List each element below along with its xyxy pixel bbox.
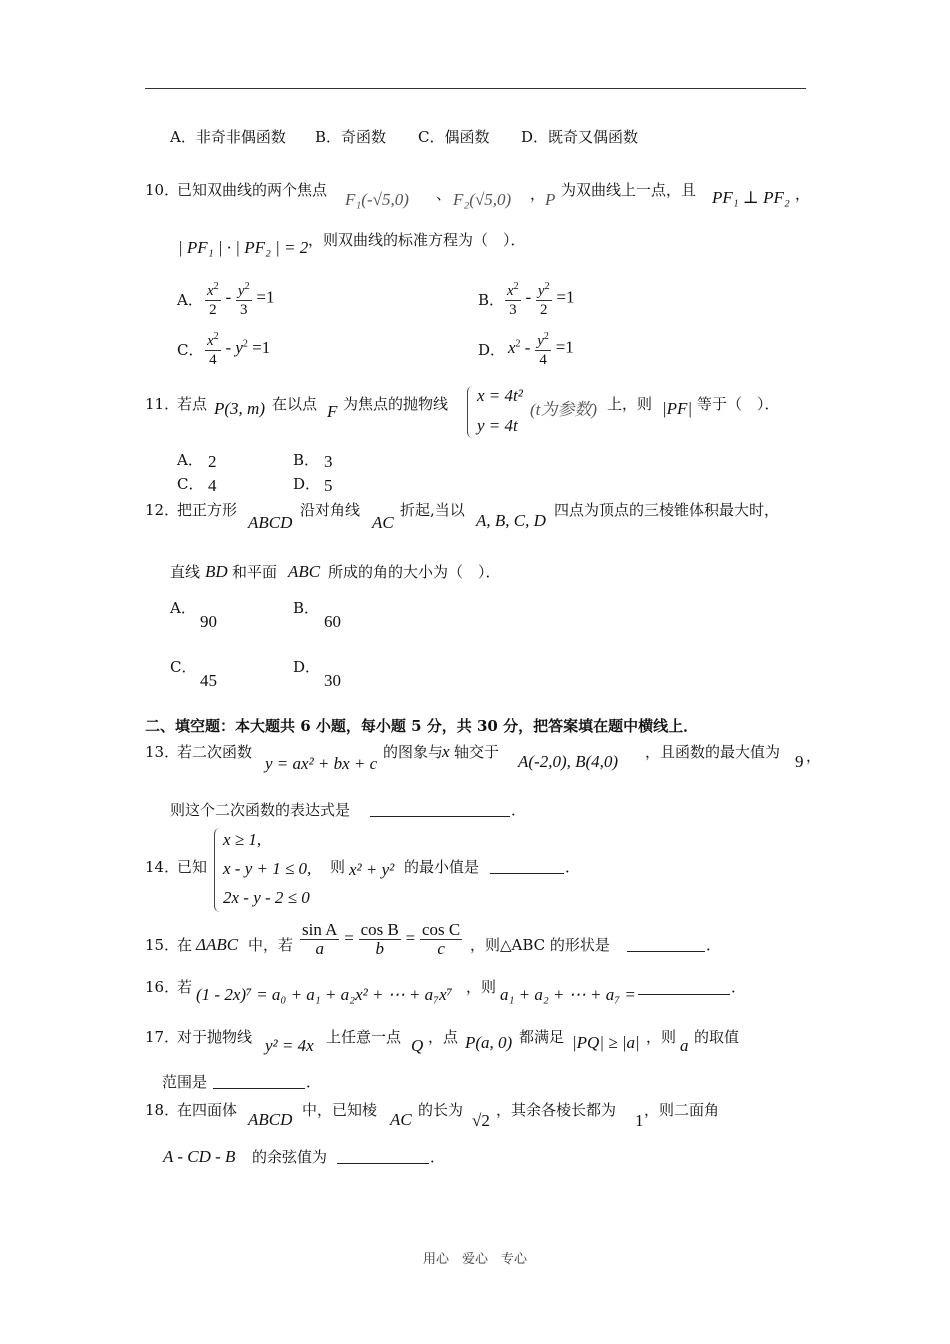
q17-parabola: y² = 4x	[265, 1036, 314, 1055]
q15-b: b	[375, 939, 384, 958]
q11-option-c: C．	[177, 475, 204, 493]
q13-number: 13．	[145, 743, 180, 761]
q12-option-b: B．	[293, 599, 320, 617]
q12-option-c-value: 45	[200, 671, 217, 690]
q15-c: c	[437, 939, 445, 958]
q14-expr: x² + y²	[349, 860, 395, 879]
q17-text2: 上任意一点	[326, 1028, 402, 1046]
q11-focus: F	[327, 402, 338, 421]
q10-comma2: ，	[795, 185, 811, 203]
q13-text3: 轴交于	[454, 743, 500, 761]
q16-sum: a₁ + a₂ + ⋯ + a₇ =	[500, 985, 636, 1004]
q10-text1: 已知双曲线的两个焦点	[177, 181, 328, 199]
q12-text5: 直线	[170, 563, 201, 581]
q18-text5: ，则二面角	[644, 1101, 720, 1119]
q17-point: P(a, 0)	[465, 1033, 513, 1052]
page-footer: 用心 爱心 专心	[422, 1252, 527, 1267]
q11-eq2: y = 4t	[477, 416, 518, 435]
q14-constraint-1: x ≥ 1,	[223, 830, 262, 849]
q10-option-b-eq: $\frac{x^2}{3}$ - $\frac{y^2}{2}$ =1	[505, 278, 574, 319]
q16-answer-blank[interactable]	[638, 980, 730, 995]
q10-f1: F₁(-√5,0)	[345, 190, 409, 209]
q14-text1: 已知	[177, 858, 208, 876]
q12-option-a-value: 90	[200, 612, 217, 631]
q10-product: | PF₁ | · | PF₂ | = 2	[178, 238, 309, 257]
q17-number: 17．	[145, 1028, 180, 1046]
q17-q: Q	[411, 1036, 424, 1055]
q14-answer-blank[interactable]	[490, 859, 564, 874]
q17-text7: 范围是	[162, 1073, 208, 1091]
q12-diagonal: AC	[372, 513, 394, 532]
q11-text5: 等于（ ）．	[697, 395, 780, 413]
q9-option-a: A．非奇非偶函数	[170, 128, 286, 146]
q12-option-d-value: 30	[324, 671, 341, 690]
q18-text3: 的长为	[418, 1101, 464, 1119]
q12-option-c: C．	[170, 658, 197, 676]
q13-text5: 则这个二次函数的表达式是	[170, 801, 351, 819]
q18-tetrahedron: ABCD	[248, 1110, 293, 1129]
q17-a: a	[680, 1036, 689, 1055]
q18-text2: 中，已知棱	[302, 1101, 378, 1119]
q10-sep: 、	[436, 185, 452, 203]
q13-text4: ，且函数的最大值为	[645, 743, 781, 761]
q15-cos-b: cos B	[360, 920, 399, 939]
q15-triangle: ΔABC	[196, 935, 239, 954]
q13-answer-blank[interactable]	[370, 802, 510, 817]
q16-expansion: (1 - 2x)⁷ = a₀ + a₁ + a₂x² + ⋯ + a₇x⁷	[196, 985, 453, 1004]
q12-option-b-value: 60	[324, 612, 341, 631]
q10-option-a-eq: $\frac{x^2}{2}$ - $\frac{y^2}{3}$ =1	[205, 278, 274, 319]
q18-text4: ，其余各棱长都为	[496, 1101, 617, 1119]
q10-option-d-eq: $x^2$ - $\frac{y^2}{4}$ =1	[508, 328, 574, 369]
q10-option-d: D．	[478, 341, 506, 359]
section2-heading: 二、填空题：本大题共 6 小题，每小题 5 分，共 30 分，把答案填在题中横线上．	[145, 717, 699, 735]
q11-eq1: x = 4t²	[477, 386, 523, 405]
q18-ac: AC	[390, 1110, 412, 1129]
q11-option-c-value: 4	[208, 476, 217, 495]
q10-option-b: B．	[478, 291, 505, 309]
q9-option-b: B．奇函数	[315, 128, 387, 146]
q10-perp: PF₁ ⊥ PF₂	[712, 188, 790, 207]
q13-function: y = ax² + bx + c	[265, 754, 378, 773]
q14-text2: 则	[330, 858, 346, 876]
q14-brace	[214, 828, 220, 912]
q17-text4: 都满足	[519, 1028, 565, 1046]
q15-a: a	[315, 939, 324, 958]
q15-answer-blank[interactable]	[627, 937, 705, 952]
q9-option-d: D．既奇又偶函数	[521, 128, 639, 146]
q12-text7: 所成的角的大小为（ ）．	[328, 563, 501, 581]
q15-cos-c: cos C	[422, 920, 461, 939]
q12-option-a: A．	[170, 599, 196, 617]
q15-sin-a: sin A	[302, 920, 338, 939]
q10-option-c-eq: $\frac{x^2}{4}$ - $y^2 =1$	[205, 328, 270, 369]
q12-option-d: D．	[293, 658, 321, 676]
q15-end: ．	[706, 936, 722, 954]
q11-text1: 若点	[177, 395, 208, 413]
q13-text2: 的图象与	[383, 743, 444, 761]
q11-pf: |PF|	[662, 399, 693, 418]
q12-abc: ABC	[288, 562, 321, 581]
q16-number: 16．	[145, 978, 180, 996]
header-rule	[145, 88, 806, 89]
q11-point: P(3, m)	[214, 399, 265, 418]
q17-text3: ，点	[428, 1028, 459, 1046]
q12-text3: 折起,当以	[400, 501, 465, 519]
q15-ratio: $\frac{\text{sin A}}{a}$ = $\frac{\text{cos B}}{b}$ = $\frac{\text{cos C}}{c}$	[302, 920, 461, 958]
q12-square: ABCD	[248, 513, 293, 532]
q12-text6: 和平面	[232, 563, 278, 581]
q13-text1: 若二次函数	[177, 743, 253, 761]
q11-number: 11．	[145, 395, 180, 413]
q10-comma: ，	[530, 185, 546, 203]
q14-text3: 的最小值是	[404, 858, 480, 876]
q15-number: 15．	[145, 936, 180, 954]
q16-text2: ，则	[466, 978, 497, 996]
q12-bd: BD	[205, 562, 228, 581]
q13-end: ．	[511, 801, 527, 819]
q18-one: 1	[635, 1111, 644, 1130]
q9-option-c: C．偶函数	[418, 128, 490, 146]
q16-text1: 若	[177, 978, 193, 996]
q11-brace	[467, 386, 473, 438]
q18-text6: 的余弦值为	[252, 1148, 328, 1166]
q16-end: ．	[731, 978, 747, 996]
q18-length: √2	[472, 1111, 490, 1130]
q10-text3: ，则双曲线的标准方程为（ ）．	[308, 231, 526, 249]
q18-answer-blank[interactable]	[337, 1149, 429, 1164]
q11-option-a: A．	[177, 451, 203, 469]
q18-number: 18．	[145, 1101, 180, 1119]
q14-constraint-2: x - y + 1 ≤ 0,	[223, 859, 312, 878]
q14-constraint-3: 2x - y - 2 ≤ 0	[223, 888, 310, 907]
q15-text1: 在	[177, 936, 193, 954]
q13-points: A(-2,0), B(4,0)	[518, 752, 619, 771]
q18-dihedral: A - CD - B	[163, 1147, 236, 1166]
q11-option-b-value: 3	[324, 452, 333, 471]
q18-end: ．	[430, 1148, 446, 1166]
q11-option-d-value: 5	[324, 476, 333, 495]
q10-option-a: A．	[177, 291, 203, 309]
q12-text4: 四点为顶点的三棱锥体积最大时，	[554, 501, 780, 519]
q11-option-b: B．	[293, 451, 320, 469]
q10-option-c: C．	[177, 341, 204, 359]
q11-option-a-value: 2	[208, 452, 217, 471]
q14-end: ．	[565, 858, 581, 876]
q12-points: A, B, C, D	[476, 511, 546, 530]
q11-text4: 上，则	[607, 395, 653, 413]
q11-option-d: D．	[293, 475, 321, 493]
q10-p: P	[545, 190, 556, 209]
q12-number: 12．	[145, 501, 180, 519]
q17-inequality: |PQ| ≥ |a|	[572, 1033, 640, 1052]
q11-text2: 在以点	[272, 395, 318, 413]
q17-answer-blank[interactable]	[213, 1074, 305, 1089]
q11-text3: 为焦点的抛物线	[343, 395, 449, 413]
q15-text3: ，则△ABC 的形状是	[470, 936, 610, 954]
q11-param: (t为参数)	[530, 400, 598, 419]
q17-text1: 对于抛物线	[177, 1028, 253, 1046]
q18-text1: 在四面体	[177, 1101, 238, 1119]
q17-end: ．	[306, 1073, 322, 1091]
q13-max: 9	[795, 752, 804, 771]
q10-number: 10．	[145, 181, 180, 199]
q14-number: 14．	[145, 858, 180, 876]
q10-text2: 为双曲线上一点，且	[561, 181, 697, 199]
q17-text5: ，则	[646, 1028, 677, 1046]
q15-text2: 中，若	[248, 936, 294, 954]
q12-text2: 沿对角线	[300, 501, 361, 519]
q13-x: x	[442, 742, 450, 761]
q10-f2: F₂(√5,0)	[453, 190, 512, 209]
q17-text6: 的取值	[694, 1028, 740, 1046]
q12-text1: 把正方形	[177, 501, 238, 519]
q13-comma: ，	[806, 747, 822, 765]
